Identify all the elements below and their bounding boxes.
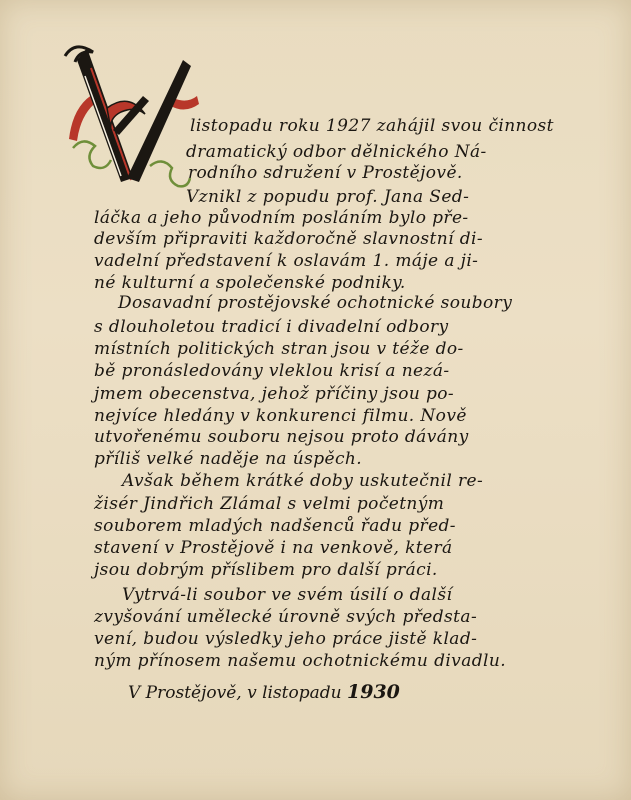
text-line: rodního sdružení v Prostějově. [188,163,463,183]
text-line: bě pronásledovány vleklou krisí a nezá- [94,361,450,381]
text-line: stavení v Prostějově i na venkově, která [94,538,453,558]
text-line: Avšak během krátké doby uskutečnil re- [122,471,484,491]
text-line: devším připraviti každoročně slavnostní di- [94,229,484,249]
text-line: příliš velké naděje na úspěch. [94,449,363,469]
text-line: Vznikl z popudu prof. Jana Sed- [186,187,470,207]
text-line: žisér Jindřich Zlámal s velmi početným [94,494,445,514]
signature-place: V Prostějově, v listopadu [128,683,342,703]
text-line: zvyšování umělecké úrovně svých předsta- [94,607,478,627]
text-line: láčka a jeho původním posláním bylo pře- [94,208,469,228]
text-line: Vytrvá-li soubor ve svém úsilí o další [122,585,453,605]
text-line: Dosavadní prostějovské ochotnické soubory [118,293,513,313]
text-line: né kulturní a společenské podniky. [94,273,406,293]
text-line: dramatický odbor dělnického Ná- [186,142,487,162]
text-line: vení, budou výsledky jeho práce jistě klad- [94,629,478,649]
text-line: ným přínosem našemu ochotnickému divadlu. [94,651,506,671]
signature-year: 1930 [347,681,400,703]
text-line: místních politických stran jsou v téže do- [94,339,464,359]
text-line: jsou dobrým příslibem pro další práci. [94,560,438,580]
signature-line [128,681,400,704]
text-line: utvořenému souboru nejsou proto dávány [94,427,469,447]
text-line: souborem mladých nadšenců řadu před- [94,516,456,536]
text-line: listopadu roku 1927 zahájil svou činnost [190,116,554,136]
text-line: s dlouholetou tradicí i divadelní odbory [94,317,449,337]
text-line: jmem obecenstva, jehož příčiny jsou po- [94,384,455,404]
text-line: nejvíce hledány v konkurenci filmu. Nově [94,406,467,426]
text-line: vadelní představení k oslavám 1. máje a ji- [94,251,479,271]
